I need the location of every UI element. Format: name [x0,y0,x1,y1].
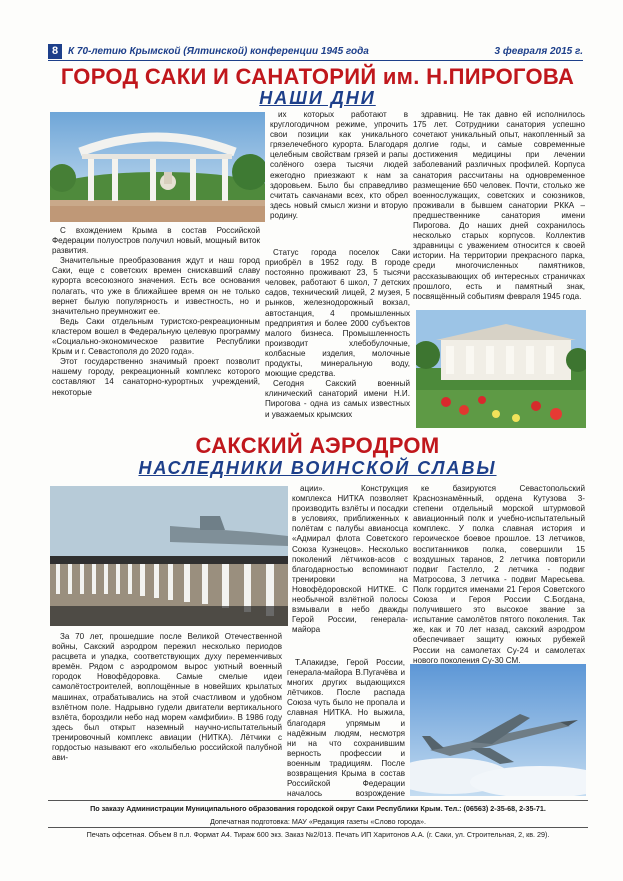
article1-paragraph: С вхождением Крыма в состав Российской Федерации полуостров получил новый, мощный виток развития. [52,226,260,256]
article1-paragraph: Значительные преобразования ждут и наш город Саки, еще с советских времен снискавший славу курорта всесоюзного значения. Есть все основания полагать, что уже в ближайшее время он не только вернет былую популярность и известность, но и значительно преумножит ее. [52,256,260,316]
article1-column-middle [265,248,410,428]
page-header [48,44,583,61]
parade-photo [50,486,288,626]
running-title: К 70-летию Крымской (Ялтинской) конференции 1945 года [68,46,369,57]
article1-paragraph: здравниц. Не так давно ей исполнилось 175 лет. Сотрудники санатория успешно сочетают уникальный опыт, накопленный за долгие годы, и самые современные достижения медицины при лечении заболеваний различных профилей. Корпуса санатория рассчитаны на одновременное размещение 650 человек. Почти, столько же военнослужащих, советских и союзников, проживали в бывшем санатории РККА – предшественнике санатория имени Пирогова. До наших дней сохранилось несколько старых корпусов. Коллектив здравницы с уважением относится к своей истории. На территории прекрасного парка, среди многочисленных памятников, рассказывающих об интересных страничках прошлого, есть и памятный знак, посвящённый событиям февраля 1945 года. [413,110,585,300]
footer-line-print: Печать офсетная. Объем 8 п.л. Формат А4. Тираж 600 экз. Заказ №2/013. Печать ИП Харитонов А.А. (г. Саки, ул. Строительная, 2, кв. 29). [48,827,588,842]
article1-paragraph: Ведь Саки отдельным туристско-рекреационным кластером вошел в Федеральную целевую программу «Социально-экономическое развитие Республики Крым и г. Севастополя до 2020 года». [52,316,260,357]
article1-paragraph: Статус города поселок Саки приобрёл в 1952 году. В городе постоянно проживают 23, 5 тысячи человек, работают 6 школ, 7 детских садов, технический лицей, 2 музея, 5 рынков, железнодорожный вокзал, автостанция, 4 промышленных предприятия и более 2000 субъектов малого бизнеса. Промышленность производит хлебобулочные, колбасные изделия, молочные продукты, минеральную воду, моющие средства. [265,248,410,379]
article1-paragraph: их которых работают в круглогодичном режиме, упрочить свои позиции как уникального грязелечебного курорта. Благодаря целебным свойствам грязей и рапы солёного озера тысячи людей ежегодно приезжают к нам за здоровьем. Было бы справедливо считать сакчанами всех, кто обрел здесь новый смысл жизни и вторую родину. [270,110,408,220]
sanatorium-photo [416,310,586,428]
footer-line-order: По заказу Администрации Муниципального образования городской округ Саки Республики Крым. Тел.: (06563) 2-35-68, 2-35-71. [90,804,546,813]
footer-line-prepress: Допечатная подготовка: МАУ «Редакция газеты «Слово города». [209,817,427,826]
colonnade-illustration [50,112,265,222]
page-number: 8 [48,44,62,59]
colonnade-photo [50,112,265,222]
jet-photo [410,664,586,796]
page-footer [48,800,588,839]
article1-paragraph: Сегодня Сакский военный клинический санаторий имени Н.И. Пирогова - одна из самых известных и уважаемых крымских [265,379,410,419]
article2-column-middle [287,658,405,798]
article2-paragraph: Т.Апакидзе, Герой России, генерала-майора В.Пугачёва и многих других выдающихся лётчиков. После распада Союза чуть было не пропала и славная НИТКА. Но выжила, благодаря упрямым и надёжным людям, несмотря ни на что сохранившим верность профессии и военным традициям. После возвращения Крыма в состав Российской Федерации началось возрождение [287,658,405,798]
article2-paragraph: За 70 лет, прошедшие после Великой Отечественной войны, Сакский аэродром пережил несколько периодов расцвета и упадка, соответствующих духу переменчивых времён. Рядом с аэродромом вырос уютный военный городок Новофёдоровка. Самые смелые идеи самолётостроителей, воплощённые в новейших крылатых машинах, отрабатывались на этой счастливом и удобном взлётном поле. Надрывно гудели двигатели вертикального взлёта, бороздили небо над морем «амфибии». В 1986 году здесь был открыт наземный научно-испытательный тренировочный комплекс авиации (НИТКА). Лётчики с гордостью называют его «колыбелью российской палубной ави- [52,632,282,763]
article2-column-top-middle [292,484,408,656]
article1-title: ГОРОД САКИ И САНАТОРИЙ им. Н.ПИРОГОВА [60,64,575,89]
sanatorium-illustration [416,310,586,428]
article2-column-top-right [413,484,585,664]
article1-subtitle-text: НАШИ ДНИ [259,88,376,108]
issue-date: 3 февраля 2015 г. [494,46,583,57]
article2-title: САКСКИЙ АЭРОДРОМ [195,433,440,458]
article2-paragraph: ации». Конструкция комплекса НИТКА позволяет производить взлёты и посадки в условиях, приближенных к полётам с палубы авианосца «Адмирал флота Советского Союза Кузнецов». Несколько поколений лётчиков-асов с благодарностью вспоминают тренировки на Новофёдоровской НИТКЕ. С необычной взлётной полосы взмывали в небо дважды Герой России, генерала-майора [292,484,408,635]
article2-column-left [52,632,282,796]
article1-paragraph: Этот государственно значимый проект позволит нашему городу, рекреационный комплекс которого составляют 14 санаторно-курортных учреждений, некоторые [52,357,260,397]
article1-column-left [52,226,260,422]
parade-illustration [50,486,288,626]
article1-subtitle [50,88,585,109]
article2-paragraph: ке базируются Севастопольский Краснознамённый, ордена Кутузова 3-степени отдельный морской штурмовой авиационный полк и учебно-испытательный комплекс. У полка славная история и героическое боевое прошлое. 13 летчиков, воспитанников полка, совершили 15 воздушных таранов, 2 летчика повторили подвиг Гастелло, 2 летчика - подвиг Матросова, 3 летчика - подвиг Маресьева. Полк гордится именами 21 Героя Советского Союза и Героя России С.Богдана, получившего это высокое звание за испытание самолётов пятого поколения. Так же, как и 70 лет назад, сакский аэродром обеспечивает защиту южных рубежей России на самолетах Су-24 и самолетах нового поколения Су-30 СМ. [413,484,585,664]
article1-column-right [413,110,585,300]
article2-subtitle [50,458,585,479]
article2-subtitle-text: НАСЛЕДНИКИ ВОИНСКОЙ СЛАВЫ [138,458,497,478]
article1-column-top-middle [270,110,408,254]
jet-illustration [410,664,586,796]
